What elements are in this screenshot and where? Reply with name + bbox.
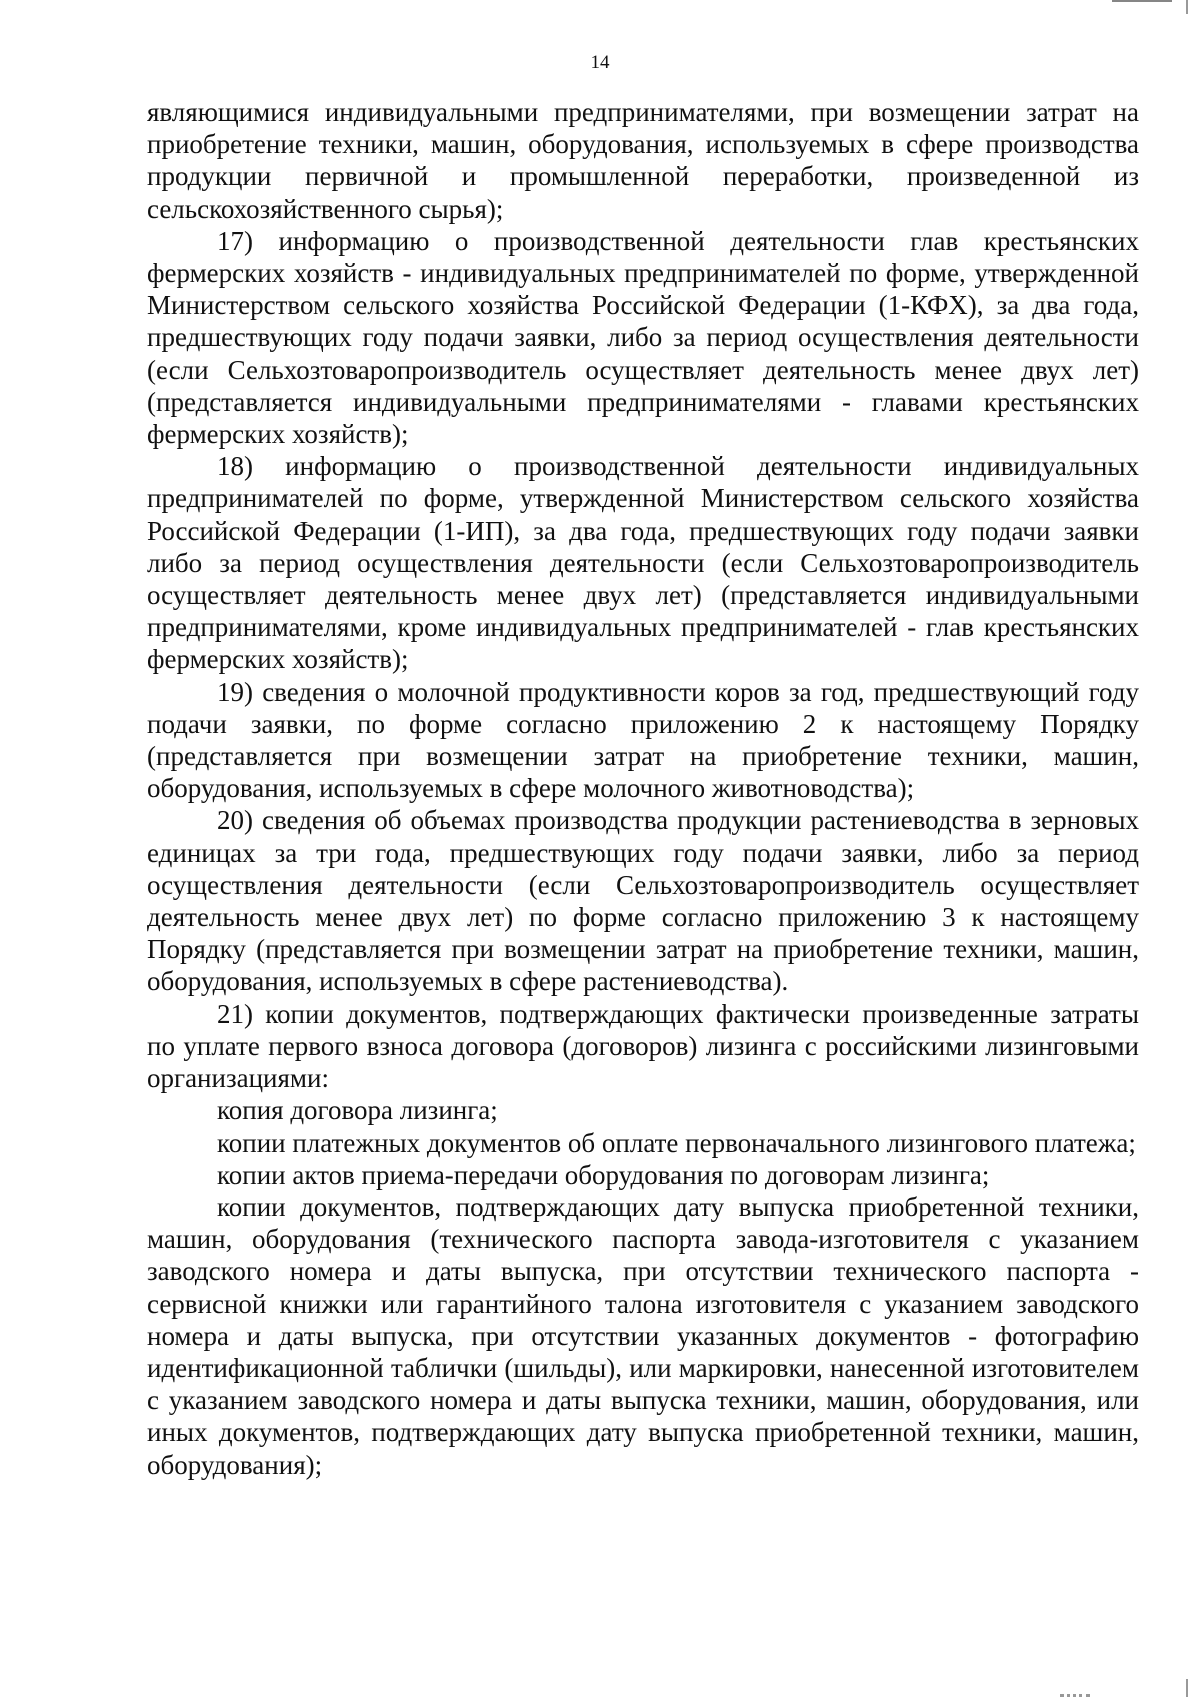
paragraph-release-date-documents: копии документов, подтверждающих дату выпуска приобретенной техники, машин, оборудования (технического паспорта завода-изготовителя с указанием заводского номера и даты выпуска, при отсутствии технического паспорта - сервисной книжки или гарантийного талона изготовителя с указанием заводского номера и даты выпуска, при отсутствии указанных документов - фотографию идентификационной таблички (шильды), или маркировки, нанесенной изготовителем с указанием заводского номера и даты выпуска техники, машин, оборудования, или иных документов, подтверждающих дату выпуска приобретенной техники, машин, оборудования);	[147, 1191, 1139, 1480]
scan-edge-mark-right-bottom	[1186, 1679, 1188, 1697]
paragraph-item-21: 21) копии документов, подтверждающих фактически произведенные затраты по уплате первого взноса договора (договоров) лизинга с российскими лизинговыми организациями:	[147, 998, 1139, 1094]
scan-edge-mark-right-top	[1186, 0, 1188, 14]
paragraph-continuation: являющимися индивидуальными предпринимателями, при возмещении затрат на приобретение техники, машин, оборудования, используемых в сфере производства продукции первичной и промышленной переработки, произведенной из сельскохозяйственного сырья);	[147, 97, 1139, 224]
scan-edge-mark-top	[1112, 0, 1172, 8]
page-number: 14	[590, 52, 610, 73]
paragraph-item-18: 18) информацию о производственной деятельности индивидуальных предпринимателей по форме, утвержденной Министерством сельского хозяйства Российской Федерации (1-ИП), за два года, предшествующих году подачи заявки либо за период осуществления деятельности (если Сельхозтоваропроизводитель осуществляет деятельность менее двух лет) (представляется индивидуальными предпринимателями, кроме индивидуальных предпринимателей - глав крестьянских фермерских хозяйств);	[147, 451, 1139, 675]
paragraph-item-19: 19) сведения о молочной продуктивности коров за год, предшествующий году подачи заявки, по форме согласно приложению 2 к настоящему Порядку (представляется при возмещении затрат на приобретение техники, машин, оборудования, используемых в сфере молочного животноводства);	[147, 676, 1139, 804]
paragraph-payment-documents: копии платежных документов об оплате первоначального лизингового платежа;	[217, 1127, 1136, 1158]
paragraph-acceptance-acts: копии актов приема-передачи оборудования по договорам лизинга;	[217, 1159, 990, 1190]
paragraph-item-20: 20) сведения об объемах производства продукции растениеводства в зерновых единицах за три года, предшествующих году подачи заявки, либо за период осуществления деятельности (если Сельхозтоваропроизводитель осуществляет деятельность менее двух лет) по форме согласно приложению 3 к настоящему Порядку (представляется при возмещении затрат на приобретение техники, машин, оборудования, используемых в сфере растениеводства).	[147, 805, 1139, 997]
paragraph-item-17: 17) информацию о производственной деятельности глав крестьянских фермерских хозяйств - индивидуальных предпринимателей по форме, утвержденной Министерством сельского хозяйства Российской Федерации (1-КФХ), за два года, предшествующих году подачи заявки, либо за период осуществления деятельности (если Сельхозтоваропроизводитель осуществляет деятельность менее двух лет) (представляется индивидуальными предпринимателями - главами крестьянских фермерских хозяйств);	[147, 225, 1139, 450]
scan-edge-mark-bottom	[1060, 1684, 1090, 1697]
paragraph-lease-contract: копия договора лизинга;	[217, 1095, 498, 1126]
document-body	[147, 96, 1139, 1481]
